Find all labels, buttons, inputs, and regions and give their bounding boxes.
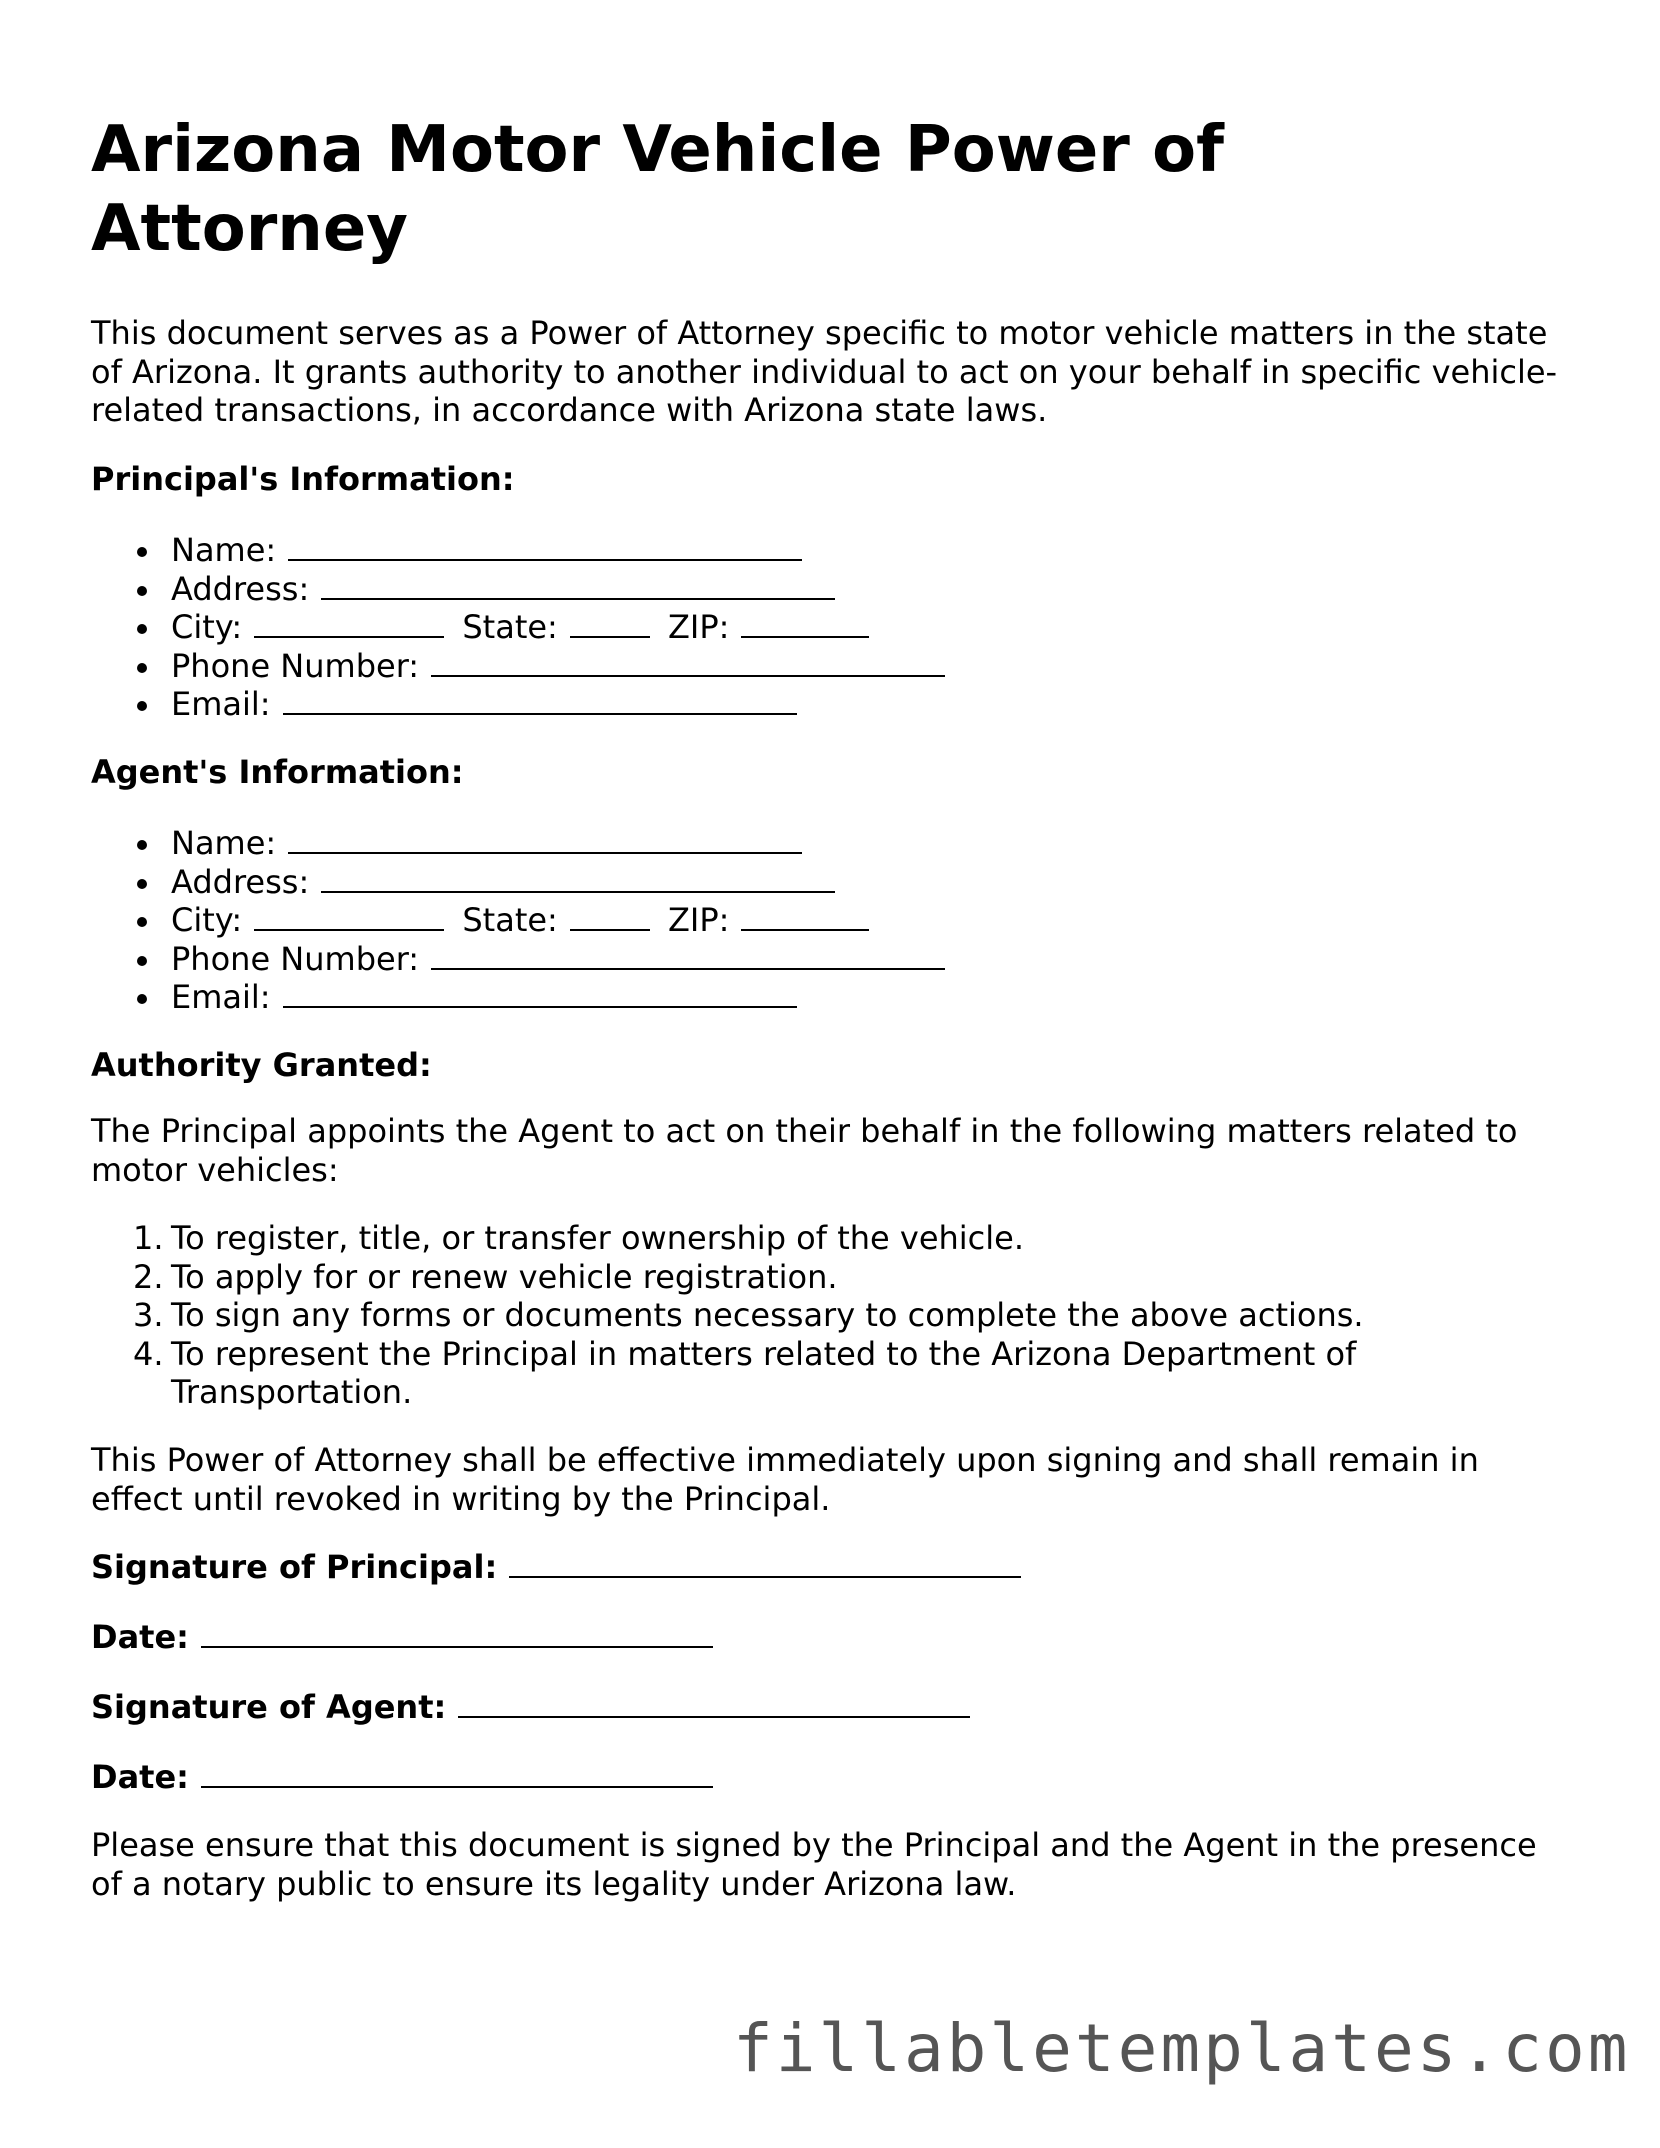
principal-email-field[interactable]	[283, 685, 797, 715]
authority-item-text: To register, title, or transfer ownership of the vehicle.	[171, 1219, 1025, 1257]
agent-heading: Agent's Information:	[91, 753, 464, 791]
principal-state-label: State:	[462, 608, 558, 646]
bullet-icon	[137, 624, 147, 634]
agent-signature-label: Signature of Agent:	[91, 1688, 447, 1726]
bullet-icon	[137, 917, 147, 927]
bullet-icon	[137, 994, 147, 1004]
principal-city-item	[91, 608, 945, 647]
agent-signature-line	[91, 1688, 970, 1727]
agent-phone-field[interactable]	[431, 940, 945, 970]
principal-city-field[interactable]	[254, 608, 444, 638]
authority-item	[91, 1335, 1491, 1412]
agent-email-item	[91, 978, 945, 1017]
principal-email-label: Email:	[171, 685, 271, 723]
principal-state-field[interactable]	[570, 608, 650, 638]
effective-paragraph: This Power of Attorney shall be effective immediately upon signing and shall remain in effect until revoked in writing by the Principal.	[91, 1441, 1479, 1518]
authority-heading: Authority Granted:	[91, 1046, 432, 1084]
agent-city-item	[91, 901, 945, 940]
principal-signature-field[interactable]	[509, 1548, 1021, 1578]
principal-name-label: Name:	[171, 531, 277, 569]
agent-email-label: Email:	[171, 978, 271, 1016]
agent-email-field[interactable]	[283, 978, 797, 1008]
agent-date-field[interactable]	[201, 1758, 713, 1788]
principal-address-label: Address:	[171, 569, 310, 608]
principal-zip-label: ZIP:	[668, 608, 730, 646]
authority-item-text: To represent the Principal in matters related to the Arizona Department of Transportation.	[171, 1334, 1357, 1411]
watermark: fillabletemplates.com	[733, 2010, 1631, 2087]
list-number: 4.	[133, 1334, 164, 1373]
principal-signature-line	[91, 1548, 1021, 1587]
authority-item-text: To sign any forms or documents necessary to complete the above actions.	[171, 1296, 1364, 1334]
bullet-icon	[137, 956, 147, 966]
principal-address-item	[91, 570, 945, 609]
agent-phone-label: Phone Number:	[171, 939, 420, 978]
notary-paragraph: Please ensure that this document is signed by the Principal and the Agent in the presence of a notary public to ensure its legality under Arizona law.	[91, 1826, 1537, 1903]
principal-date-label: Date:	[91, 1618, 189, 1656]
principal-date-line	[91, 1618, 713, 1657]
agent-name-label: Name:	[171, 824, 277, 862]
principal-name-field[interactable]	[288, 531, 802, 561]
agent-signature-field[interactable]	[458, 1688, 970, 1718]
bullet-icon	[137, 701, 147, 711]
authority-item	[91, 1219, 1491, 1258]
authority-item	[91, 1258, 1491, 1297]
principal-address-field[interactable]	[321, 570, 835, 600]
list-number: 1.	[133, 1219, 164, 1257]
authority-intro: The Principal appoints the Agent to act on their behalf in the following matters related to motor vehicles:	[91, 1112, 1518, 1189]
principal-email-item	[91, 685, 945, 724]
agent-city-field[interactable]	[254, 901, 444, 931]
agent-name-field[interactable]	[288, 824, 802, 854]
bullet-icon	[137, 840, 147, 850]
bullet-icon	[137, 547, 147, 557]
authority-list	[91, 1219, 1491, 1412]
bullet-icon	[137, 586, 147, 596]
principal-phone-field[interactable]	[431, 647, 945, 677]
principal-zip-field[interactable]	[741, 608, 869, 638]
principal-signature-label: Signature of Principal:	[91, 1548, 498, 1586]
principal-phone-label: Phone Number:	[171, 646, 420, 685]
agent-zip-field[interactable]	[741, 901, 869, 931]
agent-state-label: State:	[462, 901, 558, 939]
agent-date-label: Date:	[91, 1758, 189, 1796]
intro-paragraph: This document serves as a Power of Attorney specific to motor vehicle matters in the state of Arizona. It grants authority to another individual to act on your behalf in specific vehicle-related transactions, in accordance with Arizona state laws.	[91, 314, 1558, 429]
agent-city-label: City:	[171, 901, 243, 939]
principal-city-label: City:	[171, 608, 243, 646]
authority-item-text: To apply for or renew vehicle registration.	[171, 1257, 838, 1296]
authority-item	[91, 1296, 1491, 1335]
agent-state-field[interactable]	[570, 901, 650, 931]
bullet-icon	[137, 663, 147, 673]
principal-info-list	[91, 531, 945, 724]
list-number: 2.	[133, 1257, 164, 1296]
agent-address-field[interactable]	[321, 863, 835, 893]
principal-phone-item	[91, 647, 945, 686]
agent-address-item	[91, 863, 945, 902]
agent-info-list	[91, 824, 945, 1017]
agent-address-label: Address:	[171, 862, 310, 901]
agent-zip-label: ZIP:	[668, 901, 730, 939]
agent-phone-item	[91, 940, 945, 979]
agent-name-item	[91, 824, 945, 863]
agent-date-line	[91, 1758, 713, 1797]
principal-heading: Principal's Information:	[91, 460, 515, 498]
list-number: 3.	[133, 1296, 164, 1334]
document-title: Arizona Motor Vehicle Power of Attorney	[91, 113, 1224, 266]
principal-date-field[interactable]	[201, 1618, 713, 1648]
principal-name-item	[91, 531, 945, 570]
bullet-icon	[137, 879, 147, 889]
